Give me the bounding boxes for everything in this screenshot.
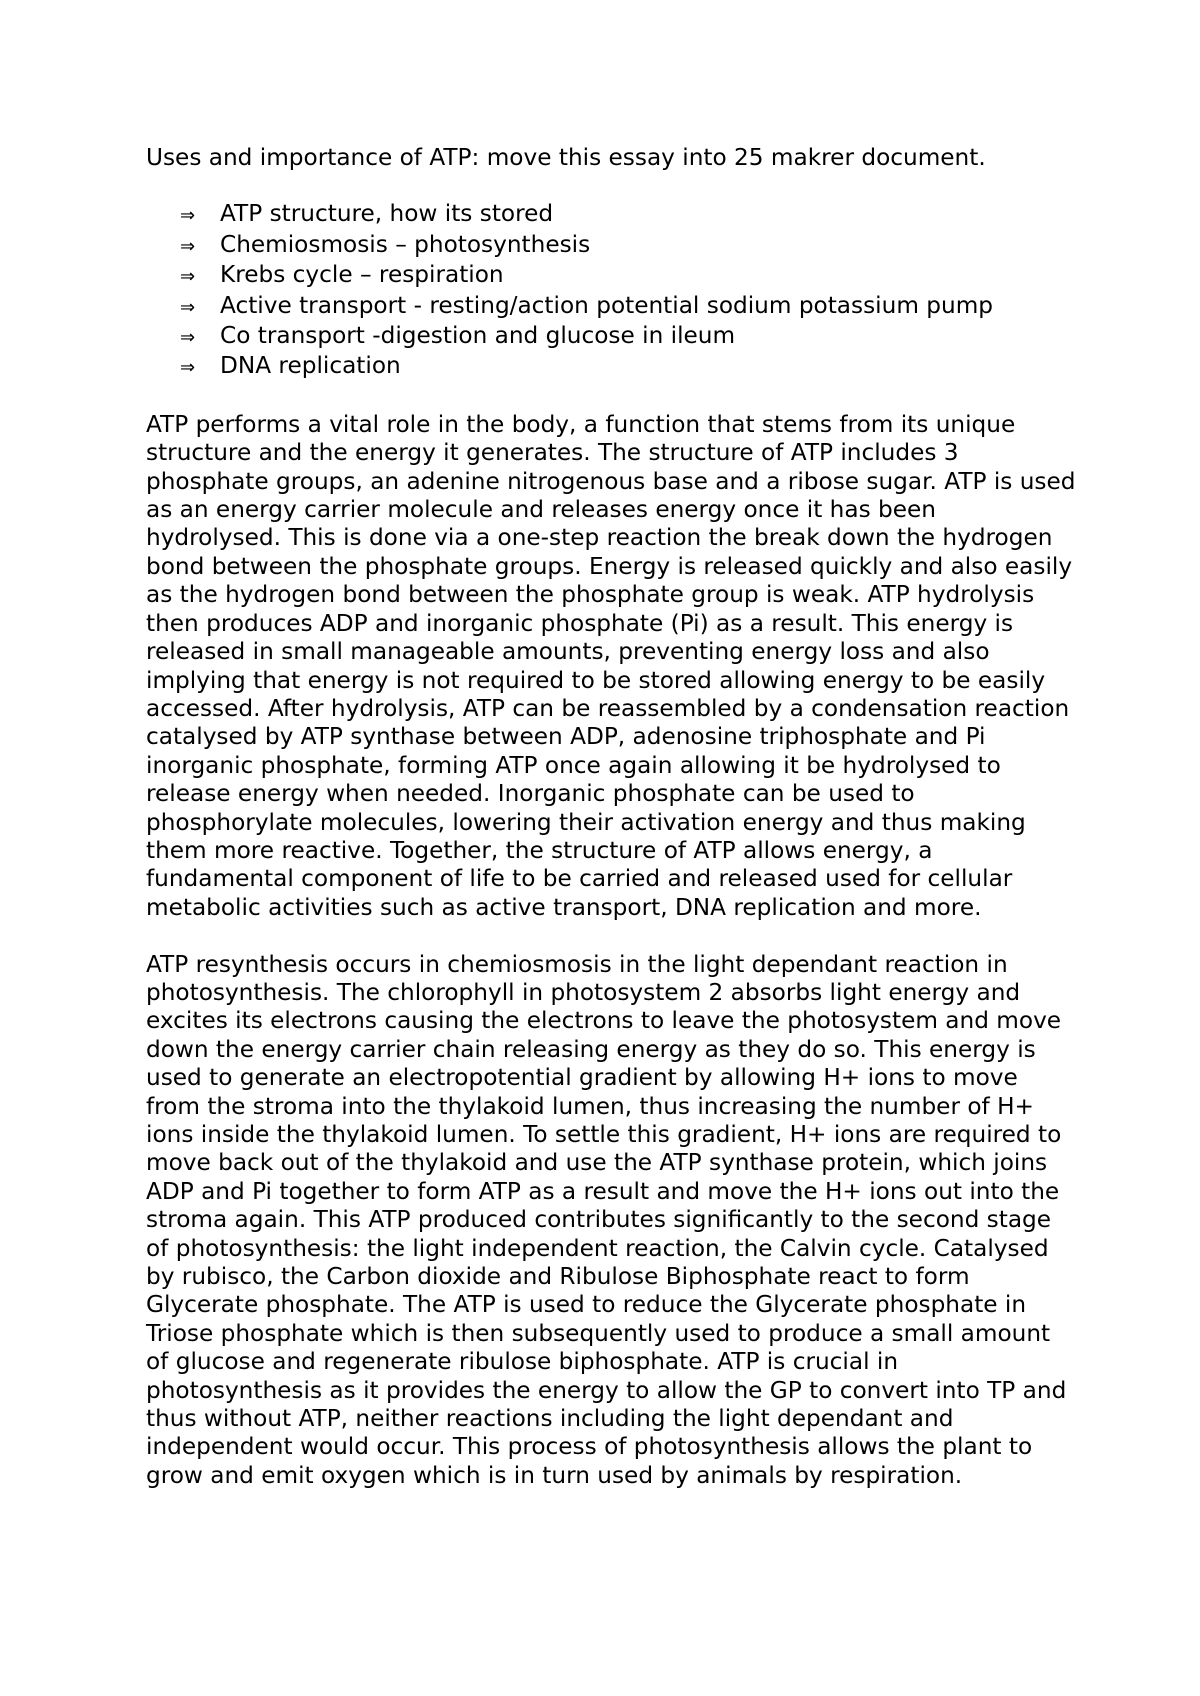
double-arrow-right-icon: ⇒ xyxy=(180,357,196,379)
paragraph-chemiosmosis: ATP resynthesis occurs in chemiosmosis in the light dependant reaction in photosynthesis. The chlorophyll in photosystem 2 absorbs light energy and excites its electrons causing the electrons to leave the photosystem and move down the energy carrier chain releasing energy as they do so. This energy is used to generate an electropotential gradient by allowing H+ ions to move from the stroma into the thylakoid lumen, thus increasing the number of H+ ions inside the thylakoid lumen. To settle this gradient, H+ ions are required to move back out of the thylakoid and use the ATP synthase protein, which joins ADP and Pi together to form ATP as a result and move the H+ ions out into the stroma again. This ATP produced contributes significantly to the second stage of photosynthesis: the light independent reaction, the Calvin cycle. Catalysed by rubisco, the Carbon dioxide and Ribulose Biphosphate react to form Glycerate phosphate. The ATP is used to reduce the Glycerate phosphate in Triose phosphate which is then subsequently used to produce a small amount of glucose and regenerate ribulose biphosphate. ATP is crucial in photosynthesis as it provides the energy to allow the GP to convert into TP and thus without ATP, neither reactions including the light dependant and independent would occur. This process of photosynthesis allows the plant to grow and emit oxygen which is in turn used by animals by respiration. xyxy=(146,950,1067,1489)
double-arrow-right-icon: ⇒ xyxy=(180,266,196,288)
double-arrow-right-icon: ⇒ xyxy=(180,235,196,257)
document-title: Uses and importance of ATP: move this essay into 25 makrer document. xyxy=(146,144,986,171)
list-item xyxy=(180,322,1076,352)
document-body xyxy=(146,144,1076,1519)
list-item-text: Krebs cycle – respiration xyxy=(220,261,504,289)
list-item xyxy=(180,292,1076,322)
double-arrow-right-icon: ⇒ xyxy=(180,327,196,349)
list-item xyxy=(180,352,1076,382)
list-item-text: ATP structure, how its stored xyxy=(220,200,554,228)
list-item-text: Chemiosmosis – photosynthesis xyxy=(220,230,591,258)
paragraph-atp-structure: ATP performs a vital role in the body, a function that stems from its unique structure and the energy it generates. The structure of ATP includes 3 phosphate groups, an adenine nitrogenous base and a ribose sugar. ATP is used as an energy carrier molecule and releases energy once it has been hydrolysed. This is done via a one-step reaction the break down the hydrogen bond between the phosphate groups. Energy is released quickly and also easily as the hydrogen bond between the phosphate group is weak. ATP hydrolysis then produces ADP and inorganic phosphate (Pi) as a result. This energy is released in small manageable amounts, preventing energy loss and also implying that energy is not required to be stored allowing energy to be easily accessed. After hydrolysis, ATP can be reassembled by a condensation reaction catalysed by ATP synthase between ADP, adenosine triphosphate and Pi inorganic phosphate, forming ATP once again allowing it be hydrolysed to release energy when needed. Inorganic phosphate can be used to phosphorylate molecules, lowering their activation energy and thus making them more reactive. Together, the structure of ATP allows energy, a fundamental component of life to be carried and released used for cellular metabolic activities such as active transport, DNA replication and more. xyxy=(146,410,1076,921)
double-arrow-right-icon: ⇒ xyxy=(180,205,196,227)
list-item-text: DNA replication xyxy=(220,352,401,380)
list-item xyxy=(180,200,1076,230)
double-arrow-right-icon: ⇒ xyxy=(180,296,196,318)
list-item xyxy=(180,231,1076,261)
list-item-text: Co transport -digestion and glucose in ileum xyxy=(220,322,736,350)
topic-list xyxy=(146,200,1076,382)
list-item xyxy=(180,261,1076,291)
list-item-text: Active transport - resting/action potential sodium potassium pump xyxy=(220,291,993,319)
